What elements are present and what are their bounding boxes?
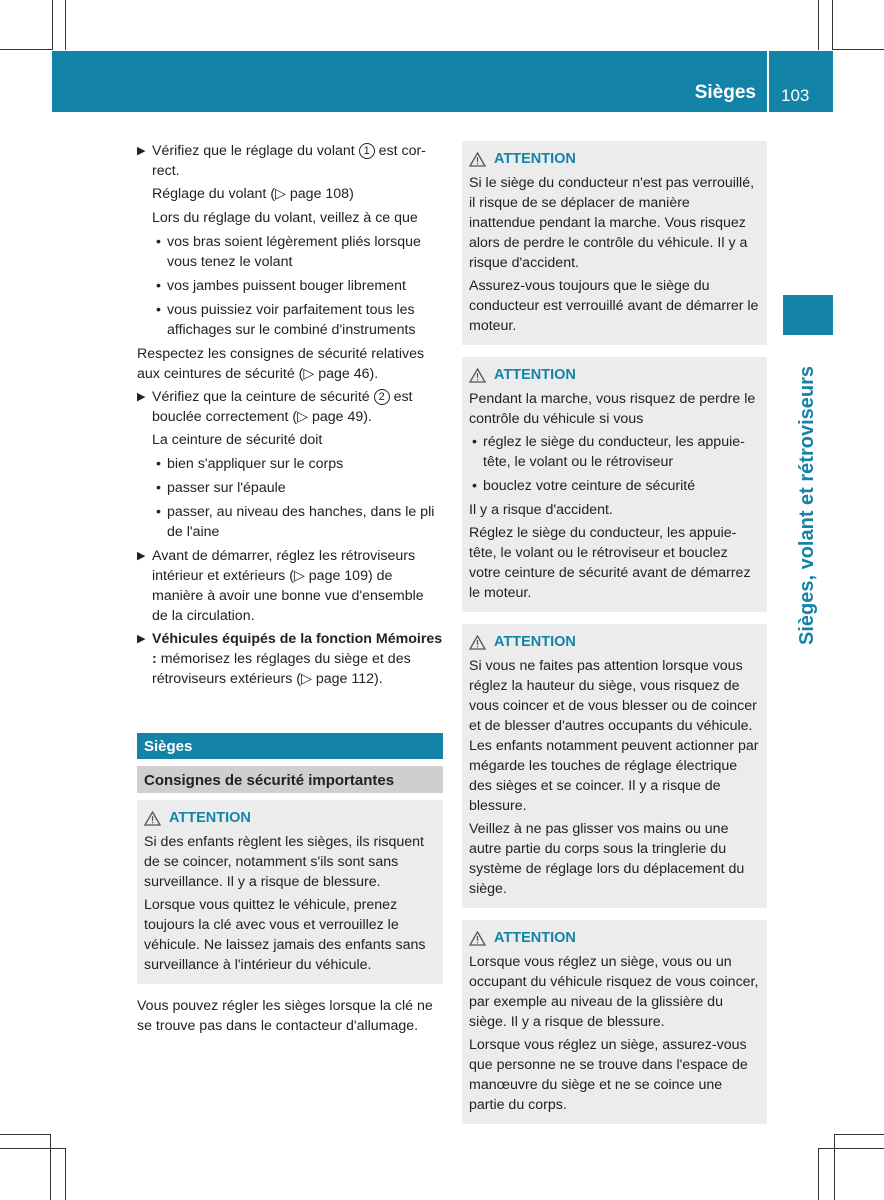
- body-paragraph: Respectez les consignes de sécurité relatives aux ceintures de sécurité (▷ page 46).: [137, 346, 425, 382]
- page-number: 103: [781, 86, 810, 105]
- step-text: Vérifiez que la ceinture de sécurité: [152, 389, 370, 405]
- crop-mark: [832, 49, 884, 50]
- step-text-bold: Véhicules équipés de la fonction Mémoires :: [152, 631, 443, 667]
- list-item-text: passer sur l'épaule: [167, 480, 286, 496]
- warning-box: [462, 357, 767, 612]
- page-reference: Réglage du volant (▷ page 108): [152, 186, 354, 202]
- warning-heading: [469, 632, 760, 652]
- list-item-text: vous puissiez voir parfaitement tous les affichages sur le combiné d'instruments: [167, 302, 416, 338]
- bullet-icon: •: [156, 302, 161, 318]
- instruction-step: [137, 546, 443, 626]
- instruction-step: [137, 387, 443, 427]
- warning-text: Il y a risque d'accident.: [469, 502, 613, 518]
- bullet-icon: •: [156, 456, 161, 472]
- header-divider: [767, 51, 769, 112]
- crop-mark: [0, 1148, 65, 1149]
- warning-text: Si le siège du conducteur n'est pas verrouillé, il risque de se déplacer de manière inattendue pendant la marche. Vous risquez alors de perdre le contrôle du véhicule. Il y a risque d'accident.: [469, 175, 755, 271]
- list-item-text: bouclez votre ceinture de sécurité: [483, 478, 696, 494]
- right-column: [462, 141, 767, 1136]
- list-item-text: réglez le siège du conducteur, les appuie-tête, le volant ou le rétroviseur: [483, 434, 745, 470]
- warning-triangle-icon: [469, 152, 486, 167]
- left-column: [137, 141, 443, 1039]
- bullet-icon: •: [156, 278, 161, 294]
- warning-box: [462, 624, 767, 908]
- step-arrow-icon: ▶: [137, 633, 146, 645]
- step-arrow-icon: ▶: [137, 550, 146, 562]
- crop-mark: [818, 0, 819, 50]
- step-arrow-icon: ▶: [137, 391, 146, 403]
- warning-triangle-icon: [144, 811, 161, 826]
- crop-mark: [50, 1134, 51, 1200]
- warning-box: [462, 141, 767, 345]
- warning-heading: [469, 365, 760, 385]
- section-heading: Sièges: [137, 733, 443, 759]
- warning-text: Lorsque vous réglez un siège, vous ou un occupant du véhicule risquez de vous coincer, par exemple au niveau de la glissière du siège. Il y a risque de blessure.: [469, 954, 759, 1030]
- warning-text: Pendant la marche, vous risquez de perdre le contrôle du véhicule si vous: [469, 391, 756, 427]
- warning-heading-text: ATTENTION: [494, 930, 576, 946]
- list-item-text: vos jambes puissent bouger librement: [167, 278, 406, 294]
- bullet-icon: •: [156, 234, 161, 250]
- warning-heading: [469, 928, 760, 948]
- chapter-tab: [783, 295, 833, 335]
- warning-text: Assurez-vous toujours que le siège du conducteur est verrouillé avant de démarrer le moteur.: [469, 278, 759, 334]
- body-paragraph: Vous pouvez régler les sièges lorsque la clé ne se trouve pas dans le contacteur d'allumage.: [137, 998, 433, 1034]
- warning-heading-text: ATTENTION: [494, 151, 576, 167]
- warning-text: Si vous ne faites pas attention lorsque vous réglez la hauteur du siège, vous risquez de vous coincer et de vous blesser ou de coincer et de blesser d'autres occupants du véhicule. Les enfants notamment peuvent actionner par mégarde les touches de réglage électrique des sièges et se coincer. Il y a risque de blessure.: [469, 658, 759, 814]
- warning-box: [137, 800, 443, 984]
- step-arrow-icon: ▶: [137, 145, 146, 157]
- chapter-label-text: Sièges, volant et rétroviseurs: [796, 365, 818, 645]
- warning-triangle-icon: [469, 368, 486, 383]
- callout-number: 2: [374, 389, 390, 405]
- warning-heading-text: ATTENTION: [494, 367, 576, 383]
- page-title: Sièges: [694, 82, 756, 103]
- crop-mark: [65, 1148, 66, 1200]
- warning-heading: [144, 808, 436, 828]
- list-item-text: vos bras soient légèrement pliés lorsque vous tenez le volant: [167, 234, 421, 270]
- step-text: est cor-rect.: [152, 143, 426, 179]
- warning-text: Lorsque vous quittez le véhicule, prenez toujours la clé avec vous et verrouillez le véhicule. Ne laissez jamais des enfants sans surveillance à l'intérieur du véhicule.: [144, 897, 426, 973]
- step-text: mémorisez les réglages du siège et des rétroviseurs extérieurs (▷ page 112).: [152, 651, 411, 687]
- instruction-step: [137, 141, 443, 181]
- crop-mark: [0, 49, 52, 50]
- bullet-icon: •: [472, 478, 477, 494]
- bullet-icon: •: [156, 480, 161, 496]
- step-intro: La ceinture de sécurité doit: [152, 432, 323, 448]
- warning-heading-text: ATTENTION: [169, 810, 251, 826]
- crop-mark: [0, 1134, 50, 1135]
- crop-mark: [834, 1134, 884, 1135]
- list-item: [137, 478, 443, 498]
- warning-triangle-icon: [469, 931, 486, 946]
- warning-text: Veillez à ne pas glisser vos mains ou une autre partie du corps sous la tringlerie du système de réglage lors du déplacement du siège.: [469, 821, 745, 897]
- warning-heading-text: ATTENTION: [494, 634, 576, 650]
- step-text: Avant de démarrer, réglez les rétroviseurs intérieur et extérieurs (▷ page 109) de manière à avoir une bonne vue d'ensemble de la circulation.: [152, 548, 424, 624]
- callout-number: 1: [359, 143, 375, 159]
- subsection-heading: Consignes de sécurité importantes: [137, 766, 443, 793]
- step-intro: Lors du réglage du volant, veillez à ce que: [152, 210, 418, 226]
- list-item: [137, 502, 443, 542]
- step-text: est bouclée correctement (▷ page 49).: [152, 389, 413, 425]
- crop-mark: [52, 0, 53, 50]
- bullet-icon: •: [472, 434, 477, 450]
- warning-text: Si des enfants règlent les sièges, ils risquent de se coincer, notamment s'ils sont sans surveillance. Il y a risque de blessure.: [144, 834, 424, 890]
- warning-box: [462, 920, 767, 1124]
- warning-triangle-icon: [469, 635, 486, 650]
- warning-text: Lorsque vous réglez un siège, assurez-vous que personne ne se trouve dans l'espace de manœuvre du siège et ne se coince une partie du corps.: [469, 1037, 748, 1113]
- list-item: [469, 476, 760, 496]
- list-item: [137, 232, 443, 272]
- list-item-text: passer, au niveau des hanches, dans le pli de l'aine: [167, 504, 435, 540]
- step-text: Vérifiez que le réglage du volant: [152, 143, 355, 159]
- crop-mark: [818, 1148, 819, 1200]
- list-item: [137, 300, 443, 340]
- list-item: [137, 454, 443, 474]
- bullet-icon: •: [156, 504, 161, 520]
- list-item-text: bien s'appliquer sur le corps: [167, 456, 344, 472]
- crop-mark: [834, 1134, 835, 1200]
- warning-heading: [469, 149, 760, 169]
- crop-mark: [818, 1148, 884, 1149]
- crop-mark: [65, 0, 66, 50]
- list-item: [469, 432, 760, 472]
- instruction-step: [137, 629, 443, 689]
- warning-text: Réglez le siège du conducteur, les appuie-tête, le volant ou le rétroviseur et bouclez votre ceinture de sécurité avant de démarrez le moteur.: [469, 525, 751, 601]
- list-item: [137, 276, 443, 296]
- crop-mark: [832, 0, 833, 50]
